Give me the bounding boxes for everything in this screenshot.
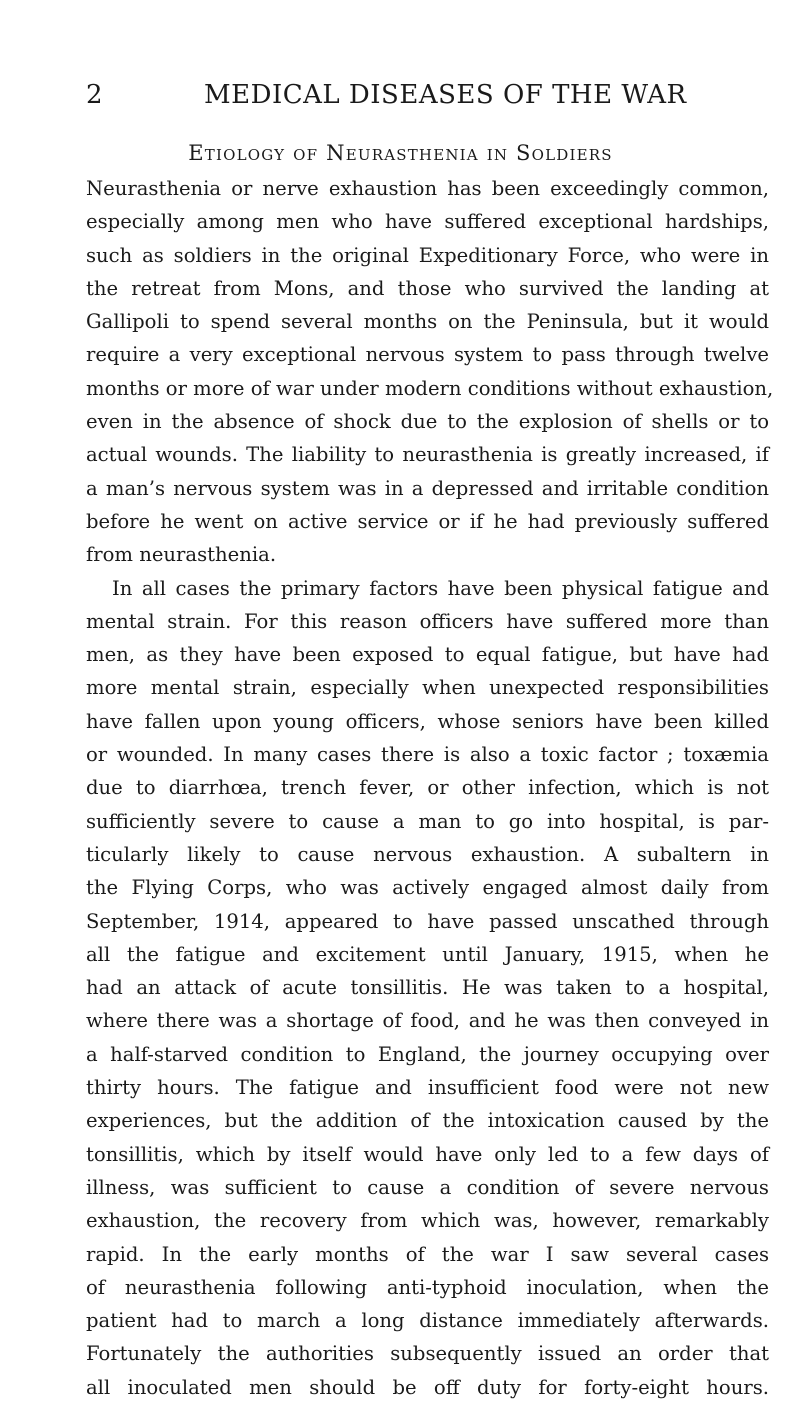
text-line: of neurasthenia following anti-typhoid inoculation, when the — [86, 1275, 769, 1299]
text-line: such as soldiers in the original Expeditionary Force, who were in — [86, 243, 769, 267]
text-line: tonsillitis, which by itself would have only led to a few days of — [86, 1142, 769, 1166]
text-line: In all cases the primary factors have been physical fatigue and — [112, 576, 769, 600]
text-line: experiences, but the addition of the intoxication caused by the — [86, 1109, 769, 1133]
text-line: even in the absence of shock due to the explosion of shells or to — [86, 410, 769, 434]
text-line: all inoculated men should be off duty for forty-eight hours. — [86, 1375, 769, 1399]
text-line: from neurasthenia. — [86, 543, 277, 567]
text-line: patient had to march a long distance immediately afterwards. — [86, 1309, 769, 1333]
page-number: 2 — [86, 80, 104, 110]
text-line: before he went on active service or if he had previously suffered — [86, 509, 769, 533]
text-line: sufficiently severe to cause a man to go into hospital, is par- — [86, 809, 769, 833]
text-line: rapid. In the early months of the war I saw several cases — [86, 1242, 769, 1266]
text-line: mental strain. For this reason officers have suffered more than — [86, 609, 769, 633]
text-line: the Flying Corps, who was actively engaged almost daily from — [86, 876, 769, 900]
text-line: all the fatigue and excitement until January, 1915, when he — [86, 942, 769, 966]
text-line: men, as they have been exposed to equal fatigue, but have had — [86, 643, 769, 667]
text-line: more mental strain, especially when unexpected responsibilities — [86, 676, 769, 700]
text-line: had an attack of acute tonsillitis. He was taken to a hospital, — [86, 976, 769, 1000]
text-line: a man’s nervous system was in a depressed and irritable condition — [86, 476, 769, 500]
text-line: illness, was sufficient to cause a condition of severe nervous — [86, 1175, 769, 1199]
text-line: a half-starved condition to England, the journey occupying over — [86, 1042, 769, 1066]
text-line: Fortunately the authorities subsequently issued an order that — [86, 1342, 769, 1366]
text-line: where there was a shortage of food, and he was then conveyed in — [86, 1009, 769, 1033]
text-line: especially among men who have suffered exceptional hardships, — [86, 210, 769, 234]
text-line: have fallen upon young officers, whose seniors have been killed — [86, 709, 769, 733]
text-line: due to diarrhœa, trench fever, or other infection, which is not — [86, 776, 769, 800]
text-line: Neurasthenia or nerve exhaustion has been exceedingly common, — [86, 177, 769, 200]
body-text — [86, 172, 774, 1404]
section-heading: Etiology of Neurasthenia in Soldiers — [188, 141, 613, 165]
text-line: ticularly likely to cause nervous exhaustion. A subaltern in — [86, 842, 769, 866]
text-line: Gallipoli to spend several months on the Peninsula, but it would — [86, 310, 769, 334]
text-line: the retreat from Mons, and those who survived the landing at — [86, 276, 769, 300]
text-line: actual wounds. The liability to neurasthenia is greatly increased, if — [86, 443, 769, 467]
text-line: months or more of war under modern conditions without exhaustion, — [86, 376, 774, 400]
text-line: or wounded. In many cases there is also a toxic factor ; toxæmia — [86, 743, 769, 767]
text-line: require a very exceptional nervous system to pass through twelve — [86, 343, 769, 367]
text-line: September, 1914, appeared to have passed unscathed through — [86, 909, 769, 933]
running-head — [86, 80, 766, 110]
running-title: MEDICAL DISEASES OF THE WAR — [204, 80, 687, 110]
text-line: thirty hours. The fatigue and insufficient food were not new — [86, 1076, 769, 1100]
text-line: exhaustion, the recovery from which was, however, remarkably — [86, 1209, 769, 1233]
